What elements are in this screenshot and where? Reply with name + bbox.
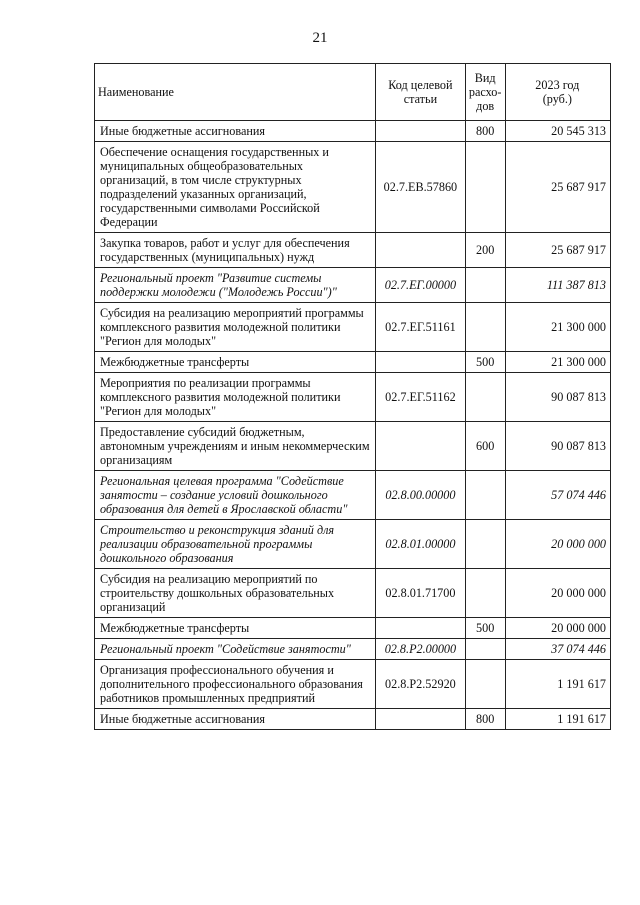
table-row — [95, 471, 611, 520]
cell-type — [465, 569, 505, 618]
cell-type — [465, 660, 505, 709]
cell-code: 02.8.Р2.00000 — [376, 639, 466, 660]
cell-sum: 90 087 813 — [505, 422, 610, 471]
cell-sum: 25 687 917 — [505, 142, 610, 233]
cell-name: Субсидия на реализацию мероприятий программы комплексного развития молодежной политики "Регион для молодых" — [95, 303, 376, 352]
cell-type: 500 — [465, 352, 505, 373]
cell-sum: 37 074 446 — [505, 639, 610, 660]
cell-type — [465, 520, 505, 569]
cell-code: 02.8.00.00000 — [376, 471, 466, 520]
cell-code: 02.7.ЕГ.00000 — [376, 268, 466, 303]
table-row — [95, 233, 611, 268]
table-row — [95, 639, 611, 660]
header-code — [376, 64, 466, 121]
cell-code — [376, 618, 466, 639]
header-name: Наименование — [95, 64, 376, 121]
cell-type: 800 — [465, 121, 505, 142]
cell-name: Иные бюджетные ассигнования — [95, 121, 376, 142]
header-type-line1: Вид — [474, 71, 496, 85]
budget-table — [94, 63, 611, 730]
cell-code — [376, 121, 466, 142]
cell-name: Межбюджетные трансферты — [95, 618, 376, 639]
header-sum — [505, 64, 610, 121]
table-row — [95, 709, 611, 730]
cell-name: Региональный проект "Содействие занятости" — [95, 639, 376, 660]
cell-sum: 111 387 813 — [505, 268, 610, 303]
cell-type — [465, 373, 505, 422]
cell-code: 02.8.01.71700 — [376, 569, 466, 618]
cell-type — [465, 471, 505, 520]
cell-code — [376, 352, 466, 373]
cell-name: Региональная целевая программа "Содействие занятости – создание условий дошкольного образования для детей в Ярославской области" — [95, 471, 376, 520]
table-header-row — [95, 64, 611, 121]
table-row — [95, 352, 611, 373]
table-row — [95, 660, 611, 709]
table-row — [95, 121, 611, 142]
table-row — [95, 373, 611, 422]
cell-type: 800 — [465, 709, 505, 730]
cell-name: Предоставление субсидий бюджетным, автономным учреждениям и иным некоммерческим организациям — [95, 422, 376, 471]
header-sum-line1: 2023 год — [535, 78, 580, 92]
cell-sum: 20 000 000 — [505, 618, 610, 639]
cell-code — [376, 422, 466, 471]
cell-sum: 20 000 000 — [505, 520, 610, 569]
cell-type — [465, 142, 505, 233]
cell-name: Межбюджетные трансферты — [95, 352, 376, 373]
table-row — [95, 142, 611, 233]
header-sum-line2: (руб.) — [542, 92, 572, 106]
cell-sum: 1 191 617 — [505, 709, 610, 730]
cell-type — [465, 639, 505, 660]
cell-type — [465, 303, 505, 352]
cell-name: Строительство и реконструкция зданий для реализации образовательной программы дошкольного образования — [95, 520, 376, 569]
cell-sum: 90 087 813 — [505, 373, 610, 422]
cell-code: 02.8.Р2.52920 — [376, 660, 466, 709]
cell-sum: 20 000 000 — [505, 569, 610, 618]
header-code-line2: статьи — [403, 92, 438, 106]
cell-name: Субсидия на реализацию мероприятий по строительству дошкольных образовательных организаций — [95, 569, 376, 618]
table-row — [95, 520, 611, 569]
cell-code — [376, 233, 466, 268]
table-row — [95, 569, 611, 618]
header-type-line2: расхо- — [468, 85, 502, 99]
cell-type: 600 — [465, 422, 505, 471]
table-row — [95, 303, 611, 352]
cell-sum: 20 545 313 — [505, 121, 610, 142]
cell-code — [376, 709, 466, 730]
cell-type — [465, 268, 505, 303]
cell-code: 02.7.ЕГ.51162 — [376, 373, 466, 422]
table-row — [95, 618, 611, 639]
cell-sum: 1 191 617 — [505, 660, 610, 709]
cell-sum: 21 300 000 — [505, 303, 610, 352]
cell-sum: 21 300 000 — [505, 352, 610, 373]
cell-name: Организация профессионального обучения и дополнительного профессионального образования работников промышленных предприятий — [95, 660, 376, 709]
cell-type: 200 — [465, 233, 505, 268]
page-number: 21 — [312, 30, 328, 46]
cell-name: Иные бюджетные ассигнования — [95, 709, 376, 730]
cell-name: Обеспечение оснащения государственных и муниципальных общеобразовательных организаций, в том числе структурных подразделений указанных организаций, государственными символами Российской Федерации — [95, 142, 376, 233]
cell-sum: 25 687 917 — [505, 233, 610, 268]
header-code-line1: Код целевой — [388, 78, 453, 92]
header-type-line3: дов — [476, 99, 495, 113]
cell-type: 500 — [465, 618, 505, 639]
cell-code: 02.7.ЕВ.57860 — [376, 142, 466, 233]
cell-code: 02.8.01.00000 — [376, 520, 466, 569]
cell-name: Закупка товаров, работ и услуг для обеспечения государственных (муниципальных) нужд — [95, 233, 376, 268]
table-row — [95, 268, 611, 303]
header-type — [465, 64, 505, 121]
cell-name: Региональный проект "Развитие системы поддержки молодежи ("Молодежь России")" — [95, 268, 376, 303]
table-row — [95, 422, 611, 471]
cell-name: Мероприятия по реализации программы комплексного развития молодежной политики "Регион для молодых" — [95, 373, 376, 422]
cell-code: 02.7.ЕГ.51161 — [376, 303, 466, 352]
cell-sum: 57 074 446 — [505, 471, 610, 520]
